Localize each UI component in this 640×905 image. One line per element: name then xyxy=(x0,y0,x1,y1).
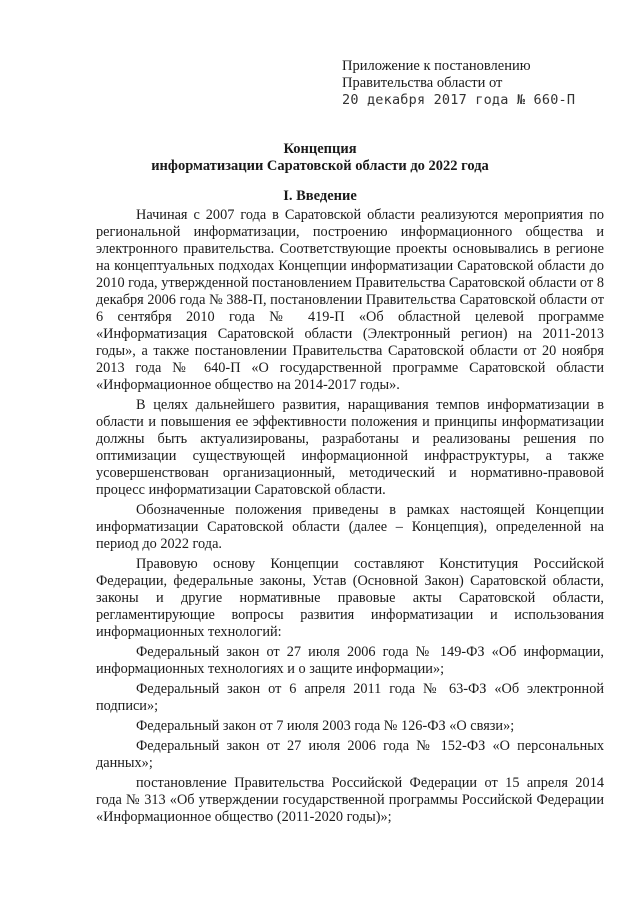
paragraph-intro: Начиная с 2007 года в Саратовской области реализуются мероприятия по региональной информатизации, построению информационного общества и электронного правительства. Соответствующие проекты основывались в регионе на концептуальных подходах Концепции информатизации Саратовской области до 2010 года, утвержденной постановлением Правительства Саратовской области от 8 декабря 2006 года № 388-П, постановлении Правительства Саратовской области от 6 сентября 2010 года № 419-П «Об областной целевой программе «Информатизация Саратовской области (Электронный регион) на 2011-2013 годы», а также постановлении Правительства Саратовской области от 20 ноября 2013 года № 640-П «О государственной программе Саратовской области «Информационное общество на 2014-2017 годы». xyxy=(96,207,604,393)
list-item-law-63: Федеральный закон от 6 апреля 2011 года № 63-ФЗ «Об электронной подписи»; xyxy=(96,681,604,714)
appendix-line-1: Приложение к постановлению xyxy=(342,58,531,74)
appendix-line-2: Правительства области от xyxy=(342,75,503,91)
paragraph-scope: Обозначенные положения приведены в рамках настоящей Концепции информатизации Саратовской области (далее – Концепция), определенной на период до 2022 года. xyxy=(96,502,604,552)
list-item-law-152: Федеральный закон от 27 июля 2006 года № 152-ФЗ «О персональных данных»; xyxy=(96,738,604,771)
appendix-date-number: 20 декабря 2017 года № 660-П xyxy=(342,92,576,108)
appendix-note xyxy=(342,58,602,109)
list-item-resolution-313: постановление Правительства Российской Федерации от 15 апреля 2014 года № 313 «Об утверждении государственной программы Российской Федерации «Информационное общество (2011-2020 годы)»; xyxy=(96,775,604,825)
list-item-law-149: Федеральный закон от 27 июля 2006 года № 149-ФЗ «Об информации, информационных технологиях и о защите информации»; xyxy=(96,644,604,677)
paragraph-development: В целях дальнейшего развития, наращивания темпов информатизации в области и повышения ее эффективности положения и принципы информатизации должны быть актуализированы, разработаны и реализованы решения по оптимизации существующей информационной инфраструктуры, а также усовершенствован организационный, методический и нормативно-правовой процесс информатизации Саратовской области. xyxy=(96,397,604,498)
document-body xyxy=(96,207,604,829)
list-item-law-126: Федеральный закон от 7 июля 2003 года № 126-ФЗ «О связи»; xyxy=(136,718,515,734)
document-subtitle: информатизации Саратовской области до 2022 года xyxy=(151,158,489,174)
paragraph-legal-basis: Правовую основу Концепции составляют Конституция Российской Федерации, федеральные законы, Устав (Основной Закон) Саратовской области, законы и другие нормативные правовые акты Саратовской области, регламентирующие вопросы развития информатизации и использования информационных технологий: xyxy=(96,556,604,640)
document-title: Концепция xyxy=(283,141,357,157)
section-heading: I. Введение xyxy=(283,188,357,204)
